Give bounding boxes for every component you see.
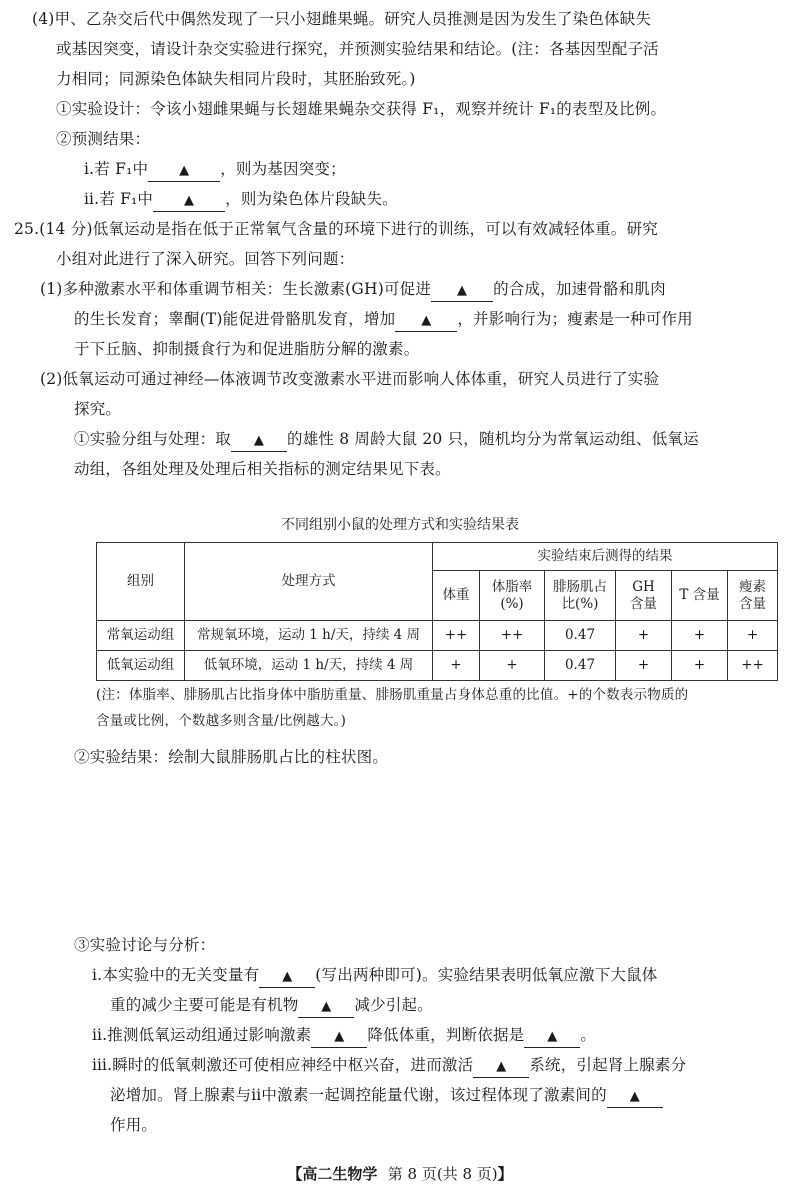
discussion-ii-line — [92, 1024, 596, 1048]
column-header: 腓肠肌占 比(%) — [545, 571, 616, 621]
column-header: 体重 — [433, 571, 480, 621]
q25-part1-line-1 — [40, 278, 666, 302]
q25-part1-text-d: ，并影响行为；瘦素是一种可作用 — [457, 310, 693, 328]
q25-grouping-text-a: ①实验分组与处理：取 — [74, 430, 232, 448]
q24-result-ii — [84, 188, 398, 212]
q25-part2-line-2: 探究。 — [74, 400, 122, 418]
cell-value: ++ — [433, 621, 480, 651]
cell-value: + — [616, 621, 672, 651]
column-header: 体脂率 (%) — [480, 571, 545, 621]
header-group: 组别 — [97, 543, 185, 621]
discussion-i-line-1 — [92, 964, 658, 988]
cell-value: + — [480, 651, 545, 681]
footer-page-number: 第 8 页(共 8 页) — [387, 1165, 498, 1183]
column-header: 瘦素 含量 — [728, 571, 778, 621]
answer-blank[interactable]: ▲ — [259, 967, 315, 988]
answer-blank[interactable]: ▲ — [607, 1087, 663, 1108]
discussion-iii-text-a: ⅲ.瞬时的低氧刺激还可使相应神经中枢兴奋，进而激活 — [92, 1056, 474, 1074]
cell-method: 低氧环境，运动 1 h/天，持续 4 周 — [185, 651, 433, 681]
table-row — [97, 651, 778, 681]
cell-value: + — [672, 621, 728, 651]
cell-value: ++ — [728, 651, 778, 681]
cell-value: ++ — [480, 621, 545, 651]
cell-value: + — [433, 651, 480, 681]
answer-blank[interactable]: ▲ — [153, 191, 225, 212]
answer-blank[interactable]: ▲ — [231, 431, 287, 452]
q25-part1-text-c: 的生长发育；睾酮(T)能促进骨骼肌发育，增加 — [74, 310, 396, 328]
cell-value: 0.47 — [545, 651, 616, 681]
table-note-line-2: 含量或比例，个数越多则含量/比例越大。) — [96, 713, 347, 729]
q25-line-1: 25.(14 分)低氧运动是指在低于正常氧气含量的环境下进行的训练，可以有效减轻体重。研究 — [14, 220, 658, 238]
q24-result-i-text-b: ，则为基因突变； — [220, 160, 346, 178]
answer-blank[interactable]: ▲ — [148, 161, 220, 182]
discussion-i-text-c: 重的减少主要可能是有机物 — [110, 996, 299, 1014]
cell-value: + — [672, 651, 728, 681]
cell-group: 常氧运动组 — [97, 621, 185, 651]
discussion-iii-line-2 — [110, 1084, 663, 1108]
q25-part2-line-1: (2)低氧运动可通过神经—体液调节改变激素水平进而影响人体体重，研究人员进行了实验 — [40, 370, 660, 388]
discussion-iii-line-1 — [92, 1054, 686, 1078]
cell-value: 0.47 — [545, 621, 616, 651]
discussion-ii-text-c: 。 — [580, 1026, 597, 1044]
q25-part1-text-a: (1)多种激素水平和体重调节相关：生长激素(GH)可促进 — [40, 280, 432, 298]
page-footer — [0, 1163, 800, 1184]
discussion-iii-text-c: 泌增加。肾上腺素与ⅱ中激素一起调控能量代谢，该过程体现了激素间的 — [110, 1086, 607, 1104]
q25-part1-line-2 — [74, 308, 693, 332]
q24-line-3: 力相同；同源染色体缺失相同片段时，其胚胎致死。) — [56, 70, 416, 88]
q24-result-i — [84, 158, 346, 182]
discussion-iii-text-b: 系统，引起肾上腺素分 — [529, 1056, 687, 1074]
q25-grouping-line-2: 动组，各组处理及处理后相关指标的测定结果见下表。 — [74, 460, 451, 478]
discussion-i-text-a: ⅰ.本实验中的无关变量有 — [92, 966, 260, 984]
header-results: 实验结束后测得的结果 — [433, 543, 778, 571]
discussion-heading: ③实验讨论与分析： — [74, 936, 216, 954]
results-table — [96, 542, 778, 681]
q25-line-2: 小组对此进行了深入研究。回答下列问题： — [56, 250, 355, 268]
q24-result-ii-text-b: ，则为染色体片段缺失。 — [225, 190, 398, 208]
q25-part1-line-3: 于下丘脑、抑制摄食行为和促进脂肪分解的激素。 — [74, 340, 420, 358]
cell-value: + — [616, 651, 672, 681]
q25-grouping-line-1 — [74, 428, 699, 452]
q24-predicted-results-heading: ②预测结果： — [56, 130, 151, 148]
answer-blank[interactable]: ▲ — [473, 1057, 529, 1078]
discussion-ii-text-a: ⅱ.推测低氧运动组通过影响激素 — [92, 1026, 312, 1044]
table-row — [97, 621, 778, 651]
q24-result-i-text-a: ⅰ.若 F₁中 — [84, 160, 149, 178]
experiment-result: ②实验结果：绘制大鼠腓肠肌占比的柱状图。 — [74, 748, 389, 766]
table-note-line-1: (注：体脂率、腓肠肌占比指身体中脂肪重量、腓肠肌重量占身体总重的比值。+的个数表示物质的 — [96, 687, 689, 703]
answer-blank[interactable]: ▲ — [431, 281, 493, 302]
q24-line-1: (4)甲、乙杂交后代中偶然发现了一只小翅雌果蝇。研究人员推测是因为发生了染色体缺失 — [32, 10, 652, 28]
discussion-i-text-b: (写出两种即可)。实验结果表明低氧应激下大鼠体 — [315, 966, 658, 984]
column-header: T 含量 — [672, 571, 728, 621]
discussion-i-text-d: 减少引起。 — [354, 996, 433, 1014]
footer-close: 】 — [497, 1165, 513, 1183]
discussion-iii-line-3: 作用。 — [110, 1116, 158, 1134]
column-header: GH 含量 — [616, 571, 672, 621]
answer-blank[interactable]: ▲ — [298, 997, 354, 1018]
q24-result-ii-text-a: ⅱ.若 F₁中 — [84, 190, 154, 208]
cell-value: + — [728, 621, 778, 651]
answer-blank[interactable]: ▲ — [395, 311, 457, 332]
answer-blank[interactable]: ▲ — [524, 1027, 580, 1048]
header-method: 处理方式 — [185, 543, 433, 621]
q25-grouping-text-b: 的雄性 8 周龄大鼠 20 只，随机均分为常氧运动组、低氧运 — [287, 430, 699, 448]
table-caption: 不同组别小鼠的处理方式和实验结果表 — [281, 517, 519, 533]
cell-group: 低氧运动组 — [97, 651, 185, 681]
q25-part1-text-b: 的合成，加速骨骼和肌肉 — [493, 280, 666, 298]
discussion-i-line-2 — [110, 994, 433, 1018]
cell-method: 常规氧环境，运动 1 h/天，持续 4 周 — [185, 621, 433, 651]
footer-subject: 【高二生物学 — [287, 1165, 378, 1183]
discussion-ii-text-b: 降低体重，判断依据是 — [367, 1026, 525, 1044]
q24-line-2: 或基因突变，请设计杂交实验进行探究，并预测实验结果和结论。(注：各基因型配子活 — [56, 40, 659, 58]
q24-experiment-design: ①实验设计：令该小翅雌果蝇与长翅雄果蝇杂交获得 F₁，观察并统计 F₁的表型及比例。 — [56, 100, 667, 118]
answer-blank[interactable]: ▲ — [311, 1027, 367, 1048]
